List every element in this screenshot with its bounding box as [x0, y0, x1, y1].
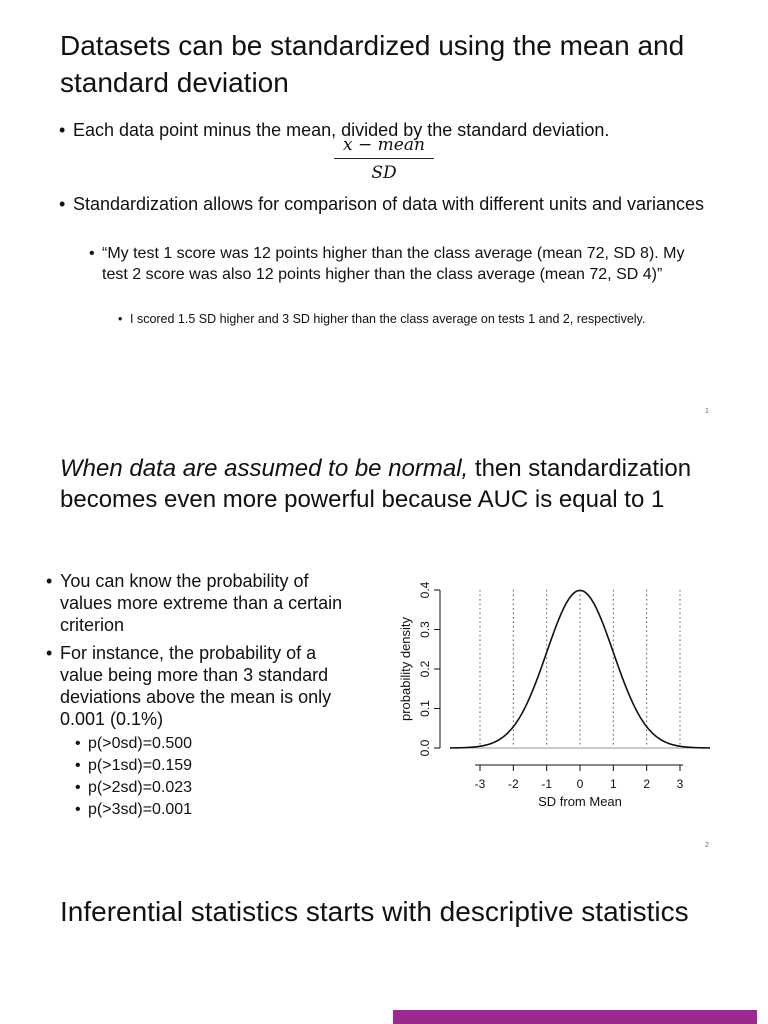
slide2-bullet-1 [46, 570, 360, 636]
bullet-dot: • [75, 735, 81, 752]
bullet-text: p(>0sd)=0.500 [88, 735, 193, 752]
bullet-dot: • [118, 312, 123, 326]
bullet-dot: • [59, 194, 66, 214]
slide2-title-rest: then standardization becomes even more powerful because AUC is equal to 1 [60, 455, 692, 513]
slide2-sub-bullet-4 [75, 799, 288, 820]
bullet-dot: • [75, 801, 81, 818]
x-tick-label: 2 [643, 777, 651, 791]
y-axis-label: probability density [398, 616, 413, 722]
accent-bar [393, 1010, 757, 1024]
standardization-formula [334, 134, 434, 184]
bullet-text: Standardization allows for comparison of data with different units and variances [73, 194, 705, 214]
slide2-title-italic: When data are assumed to be normal, [60, 455, 469, 482]
bullet-dot: • [75, 757, 81, 774]
x-tick-label: 1 [609, 777, 617, 791]
y-tick-label: 0.3 [418, 621, 432, 638]
slide1-title: Datasets can be standardized using the mean and standard deviation [60, 30, 685, 98]
slide2-bullet-2 [46, 642, 360, 730]
bullet-dot: • [75, 779, 81, 796]
x-tick-label: 0 [576, 777, 584, 791]
formula-numerator: x − mean [343, 135, 425, 155]
bullet-dot: • [46, 643, 53, 663]
slide2-page-number: 2 [705, 842, 709, 849]
slide3-title: Inferential statistics starts with descriptive statistics [60, 896, 689, 927]
x-tick-label: -3 [474, 777, 486, 791]
y-tick-label: 0.0 [418, 739, 432, 757]
formula-denominator: SD [371, 163, 397, 183]
x-tick-label: 3 [676, 777, 684, 791]
slide2-title [60, 453, 720, 515]
slide1-sub-bullet-1 [89, 243, 714, 285]
bullet-text: For instance, the probability of a value being more than 3 standard deviations above the mean is only 0.001 (0.1%) [60, 643, 332, 729]
slide2-sub-bullet-3 [75, 777, 288, 798]
x-axis-ticks [475, 765, 684, 791]
y-tick-label: 0.1 [418, 700, 432, 717]
y-tick-label: 0.2 [418, 660, 432, 678]
normal-distribution-chart [388, 570, 728, 820]
chart-gridlines [480, 590, 680, 748]
bullet-text: p(>1sd)=0.159 [88, 757, 193, 774]
slide1-bullet-2 [59, 193, 723, 215]
bullet-dot: • [59, 120, 66, 140]
bullet-text: Each data point minus the mean, divided by the standard deviation. [73, 120, 610, 140]
bullet-text: p(>3sd)=0.001 [88, 801, 193, 818]
slide1-page-number: 1 [705, 408, 709, 415]
bullet-dot: • [46, 571, 53, 591]
slide2-sub-bullet-2 [75, 755, 288, 776]
slide2-sub-bullet-1 [75, 733, 288, 754]
bullet-dot: • [89, 245, 95, 262]
x-tick-label: -2 [507, 777, 519, 791]
bullet-text: “My test 1 score was 12 points higher than the class average (mean 72, SD 8). My test 2 score was also 12 points higher than the class average (mean 72, SD 4)” [102, 245, 685, 283]
y-axis-ticks [418, 581, 440, 756]
fraction-bar [334, 158, 434, 159]
x-tick-label: -1 [541, 777, 553, 791]
x-axis-label: SD from Mean [538, 794, 622, 809]
bullet-text: You can know the probability of values more extreme than a certain criterion [60, 571, 343, 635]
bullet-text: I scored 1.5 SD higher and 3 SD higher than the class average on tests 1 and 2, respectively. [130, 312, 646, 326]
bullet-text: p(>2sd)=0.023 [88, 779, 193, 796]
y-tick-label: 0.4 [418, 581, 432, 599]
slide1-subsub-bullet-1 [118, 310, 670, 328]
normal-curve [450, 590, 710, 748]
